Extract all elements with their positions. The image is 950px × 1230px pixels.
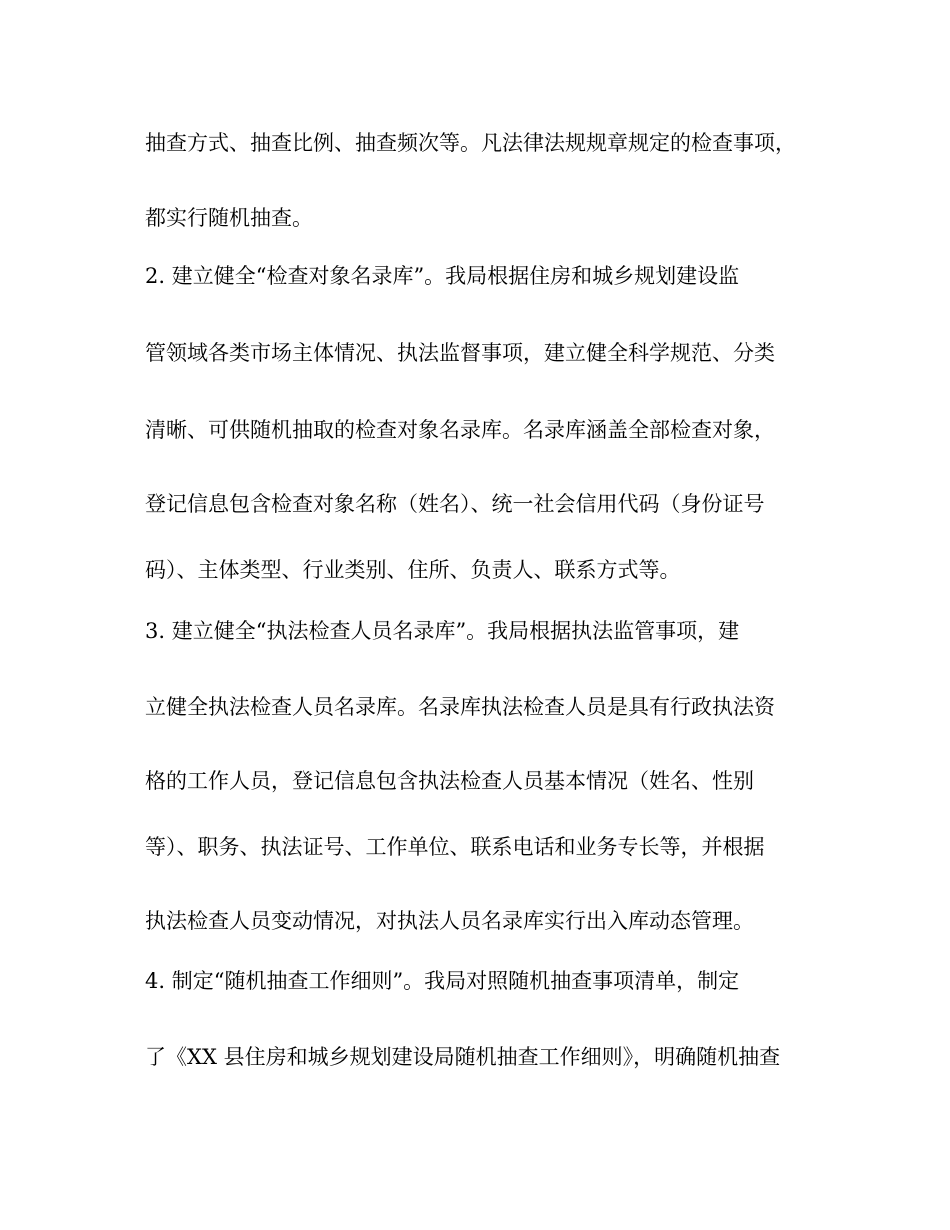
text-line: 抽查方式、抽查比例、抽查频次等。凡法律法规规章规定的检查事项， [145,131,796,155]
text-line: 等）、职务、执法证号、工作单位、联系电话和业务专长等，并根据 [145,835,765,859]
text-line: 执法检查人员变动情况，对执法人员名录库实行出入库动态管理。 [145,909,754,933]
text-line: 登记信息包含检查对象名称（姓名）、统一社会信用代码（身份证号 [145,492,765,516]
text-line: 立健全执法检查人员名录库。名录库执法检查人员是具有行政执法资 [145,695,775,719]
text-line: 了《XX 县住房和城乡规划建设局随机抽查工作细则》，明确随机抽查 [145,1045,781,1069]
text-line: 4. 制定“随机抽查工作细则”。我局对照随机抽查事项清单，制定 [145,969,740,993]
text-line: 清晰、可供随机抽取的检查对象名录库。名录库涵盖全部检查对象， [145,418,775,442]
text-line: 3. 建立健全“执法检查人员名录库”。我局根据执法监管事项，建 [145,619,740,643]
text-line: 2. 建立健全“检查对象名录库”。我局根据住房和城乡规划建设监 [145,264,740,288]
text-line: 格的工作人员，登记信息包含执法检查人员基本情况（姓名、性别 [145,769,754,793]
text-line: 管领域各类市场主体情况、执法监督事项，建立健全科学规范、分类 [145,341,775,365]
text-line: 都实行随机抽查。 [145,206,313,230]
text-line: 码）、主体类型、行业类别、住所、负责人、联系方式等。 [145,558,681,582]
